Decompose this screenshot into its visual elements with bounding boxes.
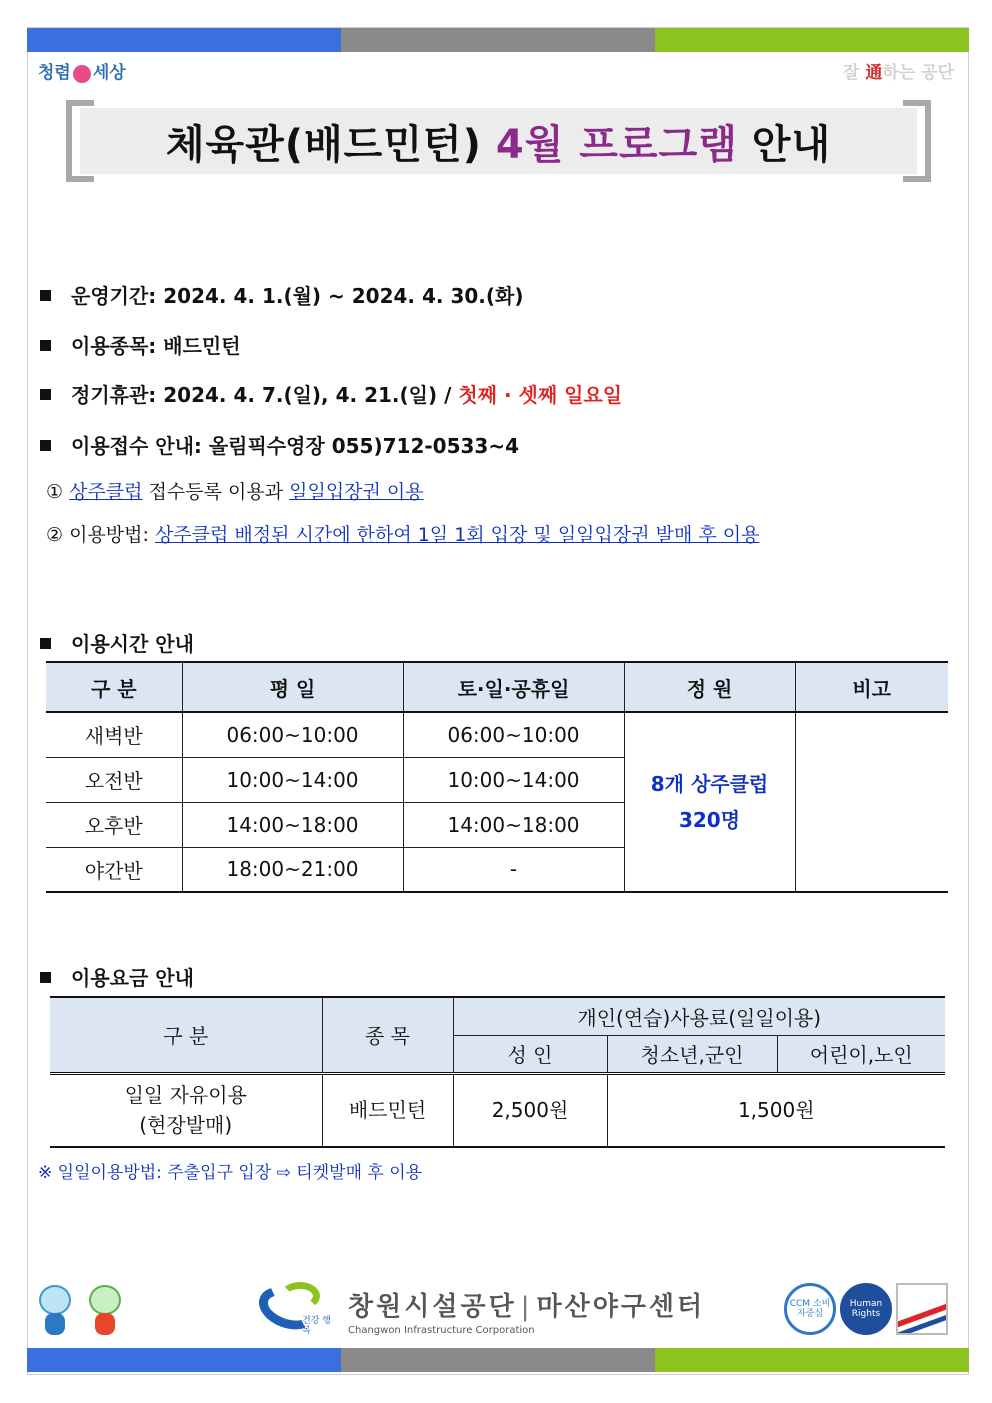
fees-heading: 이용요금 안내	[40, 962, 194, 991]
bullet-square-icon	[40, 972, 51, 983]
daily-pass-link[interactable]: 일일입장권 이용	[289, 481, 424, 503]
club-link[interactable]: 상주클럽	[69, 481, 143, 503]
sub-item-2: ② 이용방법: 상주클럽 배정된 시간에 한하여 1일 1회 입장 및 일일입장권 발매 후 이용	[46, 524, 760, 546]
table-row: 오전반 10:00~14:00 10:00~14:00	[46, 757, 948, 802]
remark-cell	[795, 712, 948, 892]
table-row: 오후반 14:00~18:00 14:00~18:00	[46, 802, 948, 847]
header-youth: 청소년,군인	[607, 1035, 777, 1073]
schedule-header-row	[46, 662, 948, 712]
header-capacity: 정 원	[624, 662, 795, 712]
schedule-heading: 이용시간 안내	[40, 628, 194, 657]
bullet-square-icon	[40, 340, 51, 351]
mascot-icon	[86, 1285, 124, 1337]
bullet-square-icon	[40, 290, 51, 301]
header-weekend: 토·일·공휴일	[403, 662, 624, 712]
human-rights-badge-icon: Human Rights	[840, 1283, 892, 1335]
header-child: 어린이,노인	[777, 1035, 945, 1073]
bullet-square-icon	[40, 638, 51, 649]
certification-badges	[784, 1283, 948, 1335]
info-contact: 이용접수 안내: 올림픽수영장 055)712-0533~4	[40, 430, 519, 459]
info-closed: 정기휴관: 2024. 4. 7.(일), 4. 21.(일) / 첫째 · 셋째 일요일	[40, 379, 622, 408]
mascot-icon	[36, 1285, 74, 1337]
header-category: 구 분	[50, 997, 322, 1073]
sun-icon	[73, 65, 91, 83]
header-category: 구 분	[46, 662, 182, 712]
mascots	[36, 1285, 124, 1337]
award-badge-icon	[896, 1283, 948, 1335]
slogan-logo: 잘 通하는 공단	[843, 63, 954, 83]
corp-name: 창원시설공단	[348, 1292, 517, 1322]
page-title: 체육관(배드민턴) 4월 프로그램 안내	[80, 108, 917, 174]
center-name: 마산야구센터	[536, 1292, 706, 1322]
corporation-logo: 건강 행복 창원시설공단 | 마산야구센터 Changwon Infrastructure Corporation	[258, 1282, 705, 1340]
bottom-color-band	[27, 1348, 969, 1372]
top-color-band	[27, 28, 969, 52]
fees-table	[50, 996, 945, 1148]
table-row: 일일 자유이용 (현장발매) 배드민턴 2,500원 1,500원	[50, 1073, 945, 1147]
table-row: 야간반 18:00~21:00 -	[46, 847, 948, 892]
sub-item-1: ① 상주클럽 접수등록 이용과 일일입장권 이용	[46, 481, 424, 503]
fees-header-row	[50, 997, 945, 1035]
capacity-cell: 8개 상주클럽 320명	[624, 712, 795, 892]
usage-note: ※ 일일이용방법: 주출입구 입장 ⇨ 티켓발매 후 이용	[38, 1163, 423, 1183]
corp-name-en: Changwon Infrastructure Corporation	[348, 1325, 535, 1336]
integrity-logo	[38, 58, 126, 83]
header-weekday: 평 일	[182, 662, 403, 712]
ccm-badge-icon: CCM 소비자중심	[784, 1283, 836, 1335]
swirl-logo-icon: 건강 행복	[258, 1282, 334, 1340]
title-frame	[66, 100, 931, 182]
table-row: 새벽반 06:00~10:00 06:00~10:00 8개 상주클럽 320명	[46, 712, 948, 757]
header-remark: 비고	[795, 662, 948, 712]
info-period: 운영기간: 2024. 4. 1.(월) ~ 2024. 4. 30.(화)	[40, 280, 523, 309]
fee-category-cell: 일일 자유이용 (현장발매)	[50, 1073, 322, 1147]
header-item: 종 목	[322, 997, 453, 1073]
bullet-square-icon	[40, 440, 51, 451]
usage-method-link[interactable]: 상주클럽 배정된 시간에 한하여 1일 1회 입장 및 일일입장권 발매 후 이용	[154, 524, 760, 546]
bullet-square-icon	[40, 389, 51, 400]
logo-text-left: 청렴	[38, 63, 71, 83]
header-adult: 성 인	[453, 1035, 607, 1073]
header-fee-group: 개인(연습)사용료(일일이용)	[453, 997, 945, 1035]
info-sport: 이용종목: 배드민턴	[40, 330, 241, 359]
logo-text-right: 세상	[92, 63, 126, 83]
schedule-table	[46, 661, 948, 893]
